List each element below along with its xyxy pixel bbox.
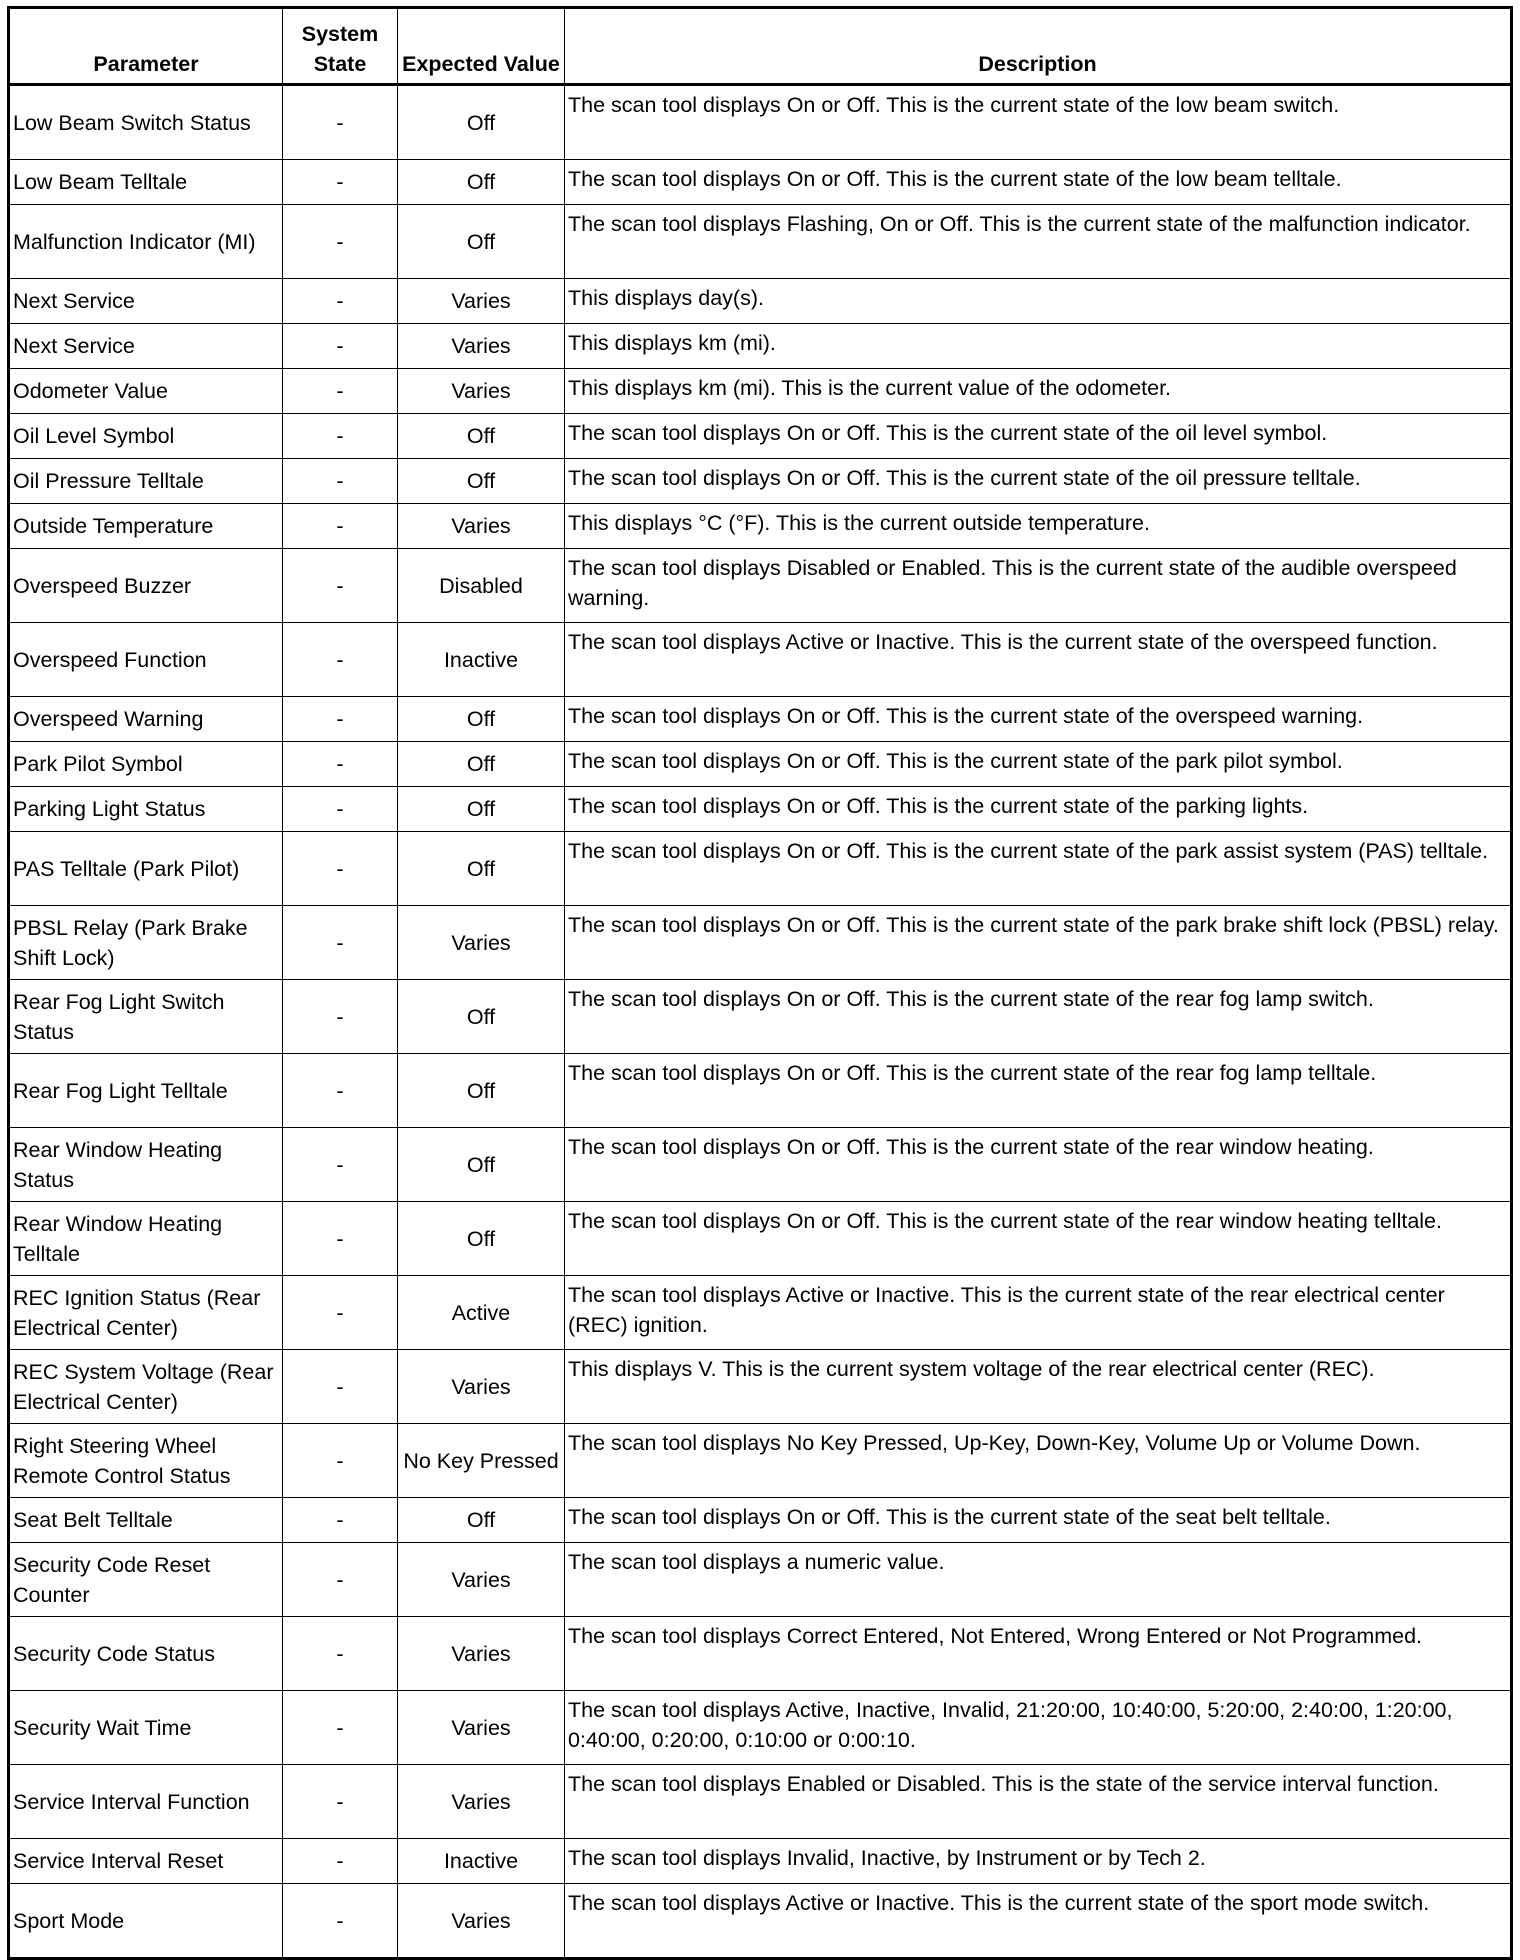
- system-state-cell: -: [283, 742, 398, 787]
- description-cell: The scan tool displays On or Off. This is the current state of the rear window heating telltale.: [565, 1202, 1512, 1276]
- parameter-cell: PBSL Relay (Park Brake Shift Lock): [9, 906, 283, 980]
- expected-value-cell: Varies: [398, 1691, 565, 1765]
- expected-value-cell: Off: [398, 414, 565, 459]
- header-description: Description: [565, 8, 1512, 85]
- table-row: [9, 1276, 1512, 1350]
- parameter-cell: Security Wait Time: [9, 1691, 283, 1765]
- table-row: [9, 549, 1512, 623]
- expected-value-cell: Inactive: [398, 623, 565, 697]
- table-row: [9, 205, 1512, 279]
- expected-value-cell: Varies: [398, 1350, 565, 1424]
- table-row: [9, 1617, 1512, 1691]
- expected-value-cell: Off: [398, 160, 565, 205]
- parameter-cell: Odometer Value: [9, 369, 283, 414]
- table-row: [9, 414, 1512, 459]
- system-state-cell: -: [283, 414, 398, 459]
- description-cell: The scan tool displays On or Off. This is the current state of the overspeed warning.: [565, 697, 1512, 742]
- system-state-cell: -: [283, 279, 398, 324]
- system-state-cell: -: [283, 697, 398, 742]
- parameter-cell: Park Pilot Symbol: [9, 742, 283, 787]
- description-cell: The scan tool displays On or Off. This is the current state of the rear fog lamp switch.: [565, 980, 1512, 1054]
- header-expected-value: Expected Value: [398, 8, 565, 85]
- table-row: [9, 1128, 1512, 1202]
- table-row: [9, 369, 1512, 414]
- table-body: [9, 85, 1512, 1959]
- description-cell: The scan tool displays On or Off. This is the current state of the parking lights.: [565, 787, 1512, 832]
- description-cell: This displays V. This is the current system voltage of the rear electrical center (REC).: [565, 1350, 1512, 1424]
- system-state-cell: -: [283, 832, 398, 906]
- description-cell: This displays day(s).: [565, 279, 1512, 324]
- expected-value-cell: Off: [398, 85, 565, 160]
- description-cell: This displays km (mi).: [565, 324, 1512, 369]
- header-system-state: System State: [283, 8, 398, 85]
- parameter-cell: Oil Pressure Telltale: [9, 459, 283, 504]
- parameter-table: [7, 6, 1513, 1960]
- system-state-cell: -: [283, 160, 398, 205]
- expected-value-cell: Varies: [398, 1884, 565, 1959]
- expected-value-cell: Active: [398, 1276, 565, 1350]
- expected-value-cell: Off: [398, 980, 565, 1054]
- expected-value-cell: Off: [398, 1202, 565, 1276]
- expected-value-cell: Off: [398, 832, 565, 906]
- system-state-cell: -: [283, 1350, 398, 1424]
- expected-value-cell: Off: [398, 787, 565, 832]
- expected-value-cell: Varies: [398, 1543, 565, 1617]
- description-cell: The scan tool displays On or Off. This is the current state of the low beam switch.: [565, 85, 1512, 160]
- system-state-cell: -: [283, 1424, 398, 1498]
- description-cell: The scan tool displays Active or Inactive. This is the current state of the overspeed function.: [565, 623, 1512, 697]
- system-state-cell: -: [283, 1691, 398, 1765]
- description-cell: The scan tool displays On or Off. This is the current state of the rear window heating.: [565, 1128, 1512, 1202]
- table-row: [9, 1202, 1512, 1276]
- expected-value-cell: No Key Pressed: [398, 1424, 565, 1498]
- parameter-cell: Sport Mode: [9, 1884, 283, 1959]
- description-cell: The scan tool displays On or Off. This is the current state of the park assist system (PAS) telltale.: [565, 832, 1512, 906]
- expected-value-cell: Off: [398, 1498, 565, 1543]
- system-state-cell: -: [283, 1839, 398, 1884]
- system-state-cell: -: [283, 1543, 398, 1617]
- expected-value-cell: Off: [398, 1054, 565, 1128]
- system-state-cell: -: [283, 1498, 398, 1543]
- description-cell: The scan tool displays Active or Inactive. This is the current state of the sport mode switch.: [565, 1884, 1512, 1959]
- system-state-cell: -: [283, 623, 398, 697]
- parameter-cell: Next Service: [9, 279, 283, 324]
- description-cell: The scan tool displays Disabled or Enabled. This is the current state of the audible overspeed warning.: [565, 549, 1512, 623]
- table-row: [9, 832, 1512, 906]
- table-row: [9, 1691, 1512, 1765]
- system-state-cell: -: [283, 1617, 398, 1691]
- parameter-cell: Service Interval Function: [9, 1765, 283, 1839]
- parameter-cell: Rear Window Heating Telltale: [9, 1202, 283, 1276]
- parameter-cell: Overspeed Function: [9, 623, 283, 697]
- table-row: [9, 1765, 1512, 1839]
- expected-value-cell: Varies: [398, 324, 565, 369]
- description-cell: The scan tool displays Flashing, On or Off. This is the current state of the malfunction indicator.: [565, 205, 1512, 279]
- parameter-cell: Malfunction Indicator (MI): [9, 205, 283, 279]
- description-cell: The scan tool displays On or Off. This is the current state of the park pilot symbol.: [565, 742, 1512, 787]
- description-cell: The scan tool displays On or Off. This is the current state of the oil pressure telltale.: [565, 459, 1512, 504]
- table-row: [9, 906, 1512, 980]
- table-row: [9, 742, 1512, 787]
- header-parameter: Parameter: [9, 8, 283, 85]
- parameter-cell: REC Ignition Status (Rear Electrical Center): [9, 1276, 283, 1350]
- system-state-cell: -: [283, 369, 398, 414]
- expected-value-cell: Varies: [398, 1765, 565, 1839]
- parameter-cell: Seat Belt Telltale: [9, 1498, 283, 1543]
- parameter-cell: Service Interval Reset: [9, 1839, 283, 1884]
- description-cell: The scan tool displays On or Off. This is the current state of the oil level symbol.: [565, 414, 1512, 459]
- parameter-cell: Next Service: [9, 324, 283, 369]
- table-row: [9, 504, 1512, 549]
- parameter-cell: Overspeed Buzzer: [9, 549, 283, 623]
- table-row: [9, 1350, 1512, 1424]
- system-state-cell: -: [283, 1128, 398, 1202]
- table-row: [9, 697, 1512, 742]
- expected-value-cell: Varies: [398, 1617, 565, 1691]
- expected-value-cell: Off: [398, 205, 565, 279]
- system-state-cell: -: [283, 1765, 398, 1839]
- table-row: [9, 623, 1512, 697]
- description-cell: The scan tool displays Active, Inactive, Invalid, 21:20:00, 10:40:00, 5:20:00, 2:40:00, 1:20:00, 0:40:00, 0:20:00, 0:10:00 or 0:00:10.: [565, 1691, 1512, 1765]
- parameter-cell: Rear Fog Light Telltale: [9, 1054, 283, 1128]
- description-cell: The scan tool displays Correct Entered, Not Entered, Wrong Entered or Not Programmed.: [565, 1617, 1512, 1691]
- table-row: [9, 1839, 1512, 1884]
- system-state-cell: -: [283, 205, 398, 279]
- expected-value-cell: Off: [398, 742, 565, 787]
- description-cell: The scan tool displays On or Off. This is the current state of the seat belt telltale.: [565, 1498, 1512, 1543]
- parameter-cell: Security Code Status: [9, 1617, 283, 1691]
- system-state-cell: -: [283, 980, 398, 1054]
- header-row: [9, 8, 1512, 85]
- system-state-cell: -: [283, 1884, 398, 1959]
- parameter-cell: Low Beam Telltale: [9, 160, 283, 205]
- system-state-cell: -: [283, 324, 398, 369]
- expected-value-cell: Off: [398, 1128, 565, 1202]
- description-cell: The scan tool displays No Key Pressed, Up-Key, Down-Key, Volume Up or Volume Down.: [565, 1424, 1512, 1498]
- system-state-cell: -: [283, 1276, 398, 1350]
- system-state-cell: -: [283, 459, 398, 504]
- system-state-cell: -: [283, 787, 398, 832]
- system-state-cell: -: [283, 1054, 398, 1128]
- expected-value-cell: Varies: [398, 504, 565, 549]
- parameter-cell: Low Beam Switch Status: [9, 85, 283, 160]
- expected-value-cell: Disabled: [398, 549, 565, 623]
- parameter-cell: Outside Temperature: [9, 504, 283, 549]
- table-row: [9, 787, 1512, 832]
- description-cell: The scan tool displays On or Off. This is the current state of the park brake shift lock (PBSL) relay.: [565, 906, 1512, 980]
- expected-value-cell: Varies: [398, 369, 565, 414]
- system-state-cell: -: [283, 549, 398, 623]
- table-row: [9, 1498, 1512, 1543]
- table-row: [9, 1424, 1512, 1498]
- table-row: [9, 324, 1512, 369]
- table-row: [9, 85, 1512, 160]
- parameter-cell: Parking Light Status: [9, 787, 283, 832]
- expected-value-cell: Off: [398, 697, 565, 742]
- parameter-cell: Security Code Reset Counter: [9, 1543, 283, 1617]
- parameter-cell: Overspeed Warning: [9, 697, 283, 742]
- description-cell: The scan tool displays a numeric value.: [565, 1543, 1512, 1617]
- description-cell: The scan tool displays On or Off. This is the current state of the rear fog lamp telltale.: [565, 1054, 1512, 1128]
- expected-value-cell: Varies: [398, 279, 565, 324]
- description-cell: This displays km (mi). This is the current value of the odometer.: [565, 369, 1512, 414]
- parameter-cell: Right Steering Wheel Remote Control Status: [9, 1424, 283, 1498]
- table-row: [9, 279, 1512, 324]
- parameter-cell: Rear Fog Light Switch Status: [9, 980, 283, 1054]
- parameter-cell: PAS Telltale (Park Pilot): [9, 832, 283, 906]
- table-row: [9, 160, 1512, 205]
- parameter-cell: Oil Level Symbol: [9, 414, 283, 459]
- system-state-cell: -: [283, 906, 398, 980]
- description-cell: The scan tool displays Invalid, Inactive, by Instrument or by Tech 2.: [565, 1839, 1512, 1884]
- description-cell: The scan tool displays On or Off. This is the current state of the low beam telltale.: [565, 160, 1512, 205]
- expected-value-cell: Off: [398, 459, 565, 504]
- table-row: [9, 1054, 1512, 1128]
- description-cell: This displays °C (°F). This is the current outside temperature.: [565, 504, 1512, 549]
- description-cell: The scan tool displays Enabled or Disabled. This is the state of the service interval function.: [565, 1765, 1512, 1839]
- system-state-cell: -: [283, 504, 398, 549]
- expected-value-cell: Inactive: [398, 1839, 565, 1884]
- description-cell: The scan tool displays Active or Inactive. This is the current state of the rear electrical center (REC) ignition.: [565, 1276, 1512, 1350]
- table-row: [9, 1884, 1512, 1959]
- table-row: [9, 459, 1512, 504]
- system-state-cell: -: [283, 1202, 398, 1276]
- parameter-cell: Rear Window Heating Status: [9, 1128, 283, 1202]
- expected-value-cell: Varies: [398, 906, 565, 980]
- table-row: [9, 980, 1512, 1054]
- parameter-cell: REC System Voltage (Rear Electrical Center): [9, 1350, 283, 1424]
- system-state-cell: -: [283, 85, 398, 160]
- table-row: [9, 1543, 1512, 1617]
